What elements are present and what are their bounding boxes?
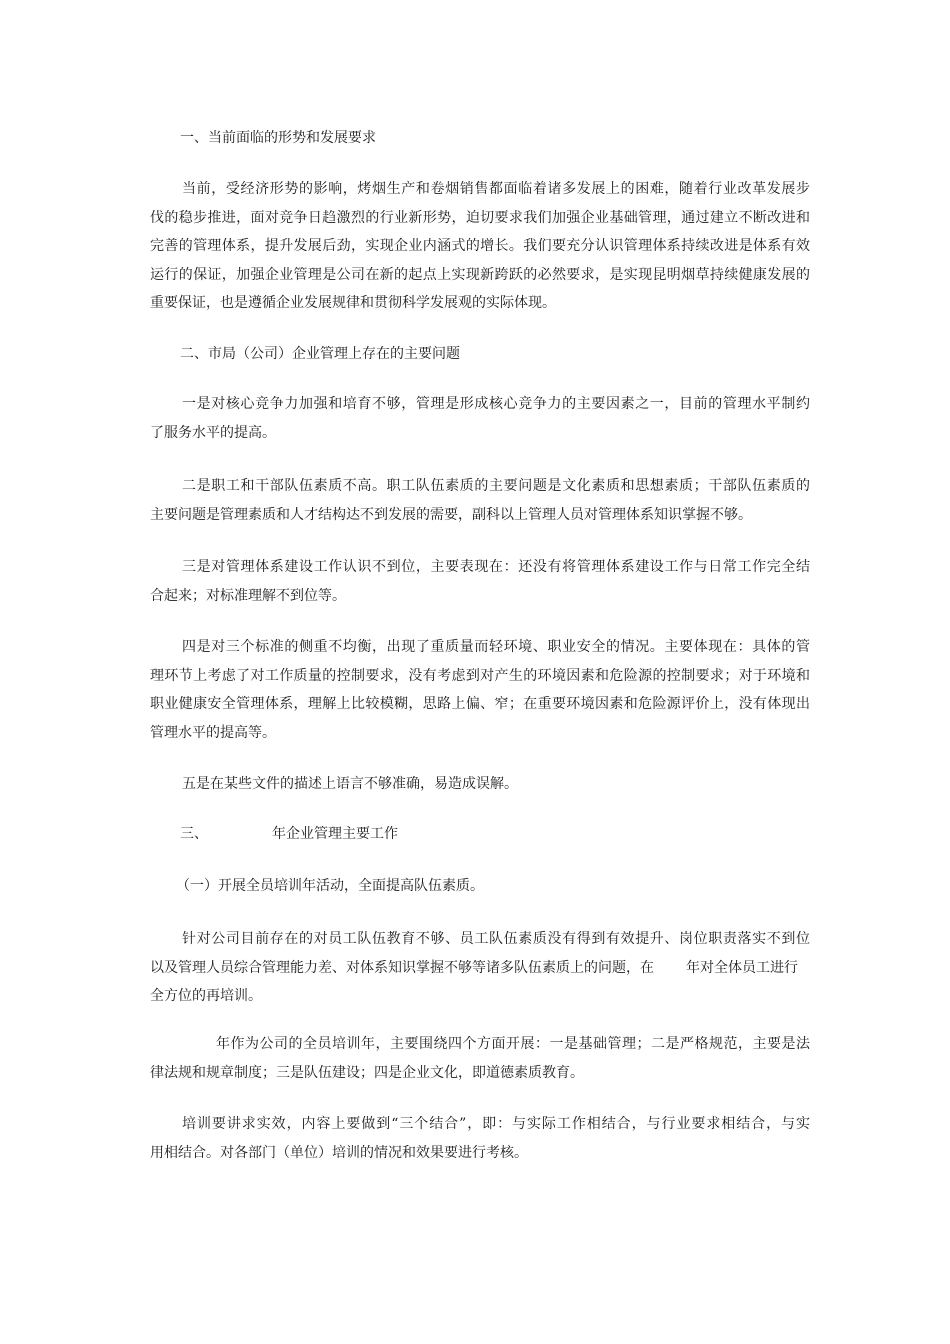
text-line: 律法规和规章制度；三是队伍建设；四是企业文化，即道德素质教育。	[150, 1064, 584, 1081]
problem3-paragraph	[150, 553, 810, 610]
text-segment: 年对全体员工进行	[686, 959, 798, 976]
text-line: 三是对管理体系建设工作认识不到位，主要表现在：还没有将管理体系建设工作与日常工作完全结	[182, 559, 810, 575]
text-line: 当前，受经济形势的影响，烤烟生产和卷烟销售都面临着诸多发展上的困难，随着行业改革发展步	[182, 181, 810, 197]
text-line: 合起来；对标准理解不到位等。	[150, 587, 346, 604]
training-paragraph-2	[150, 1030, 810, 1087]
text-line: 管理水平的提高等。	[150, 724, 276, 741]
text-line: 培训要讲求实效，内容上要做到“三个结合”，即：与实际工作相结合，与行业要求相结合，与实	[182, 1116, 810, 1132]
problem5-paragraph	[150, 770, 810, 799]
text-line	[150, 954, 810, 983]
text-line: 二是职工和干部队伍素质不高。职工队伍素质的主要问题是文化素质和思想素质；干部队伍素质的	[182, 478, 810, 494]
text-line: 理环节上考虑了对工作质量的控制要求，没有考虑到对产生的环境因素和危险源的控制要求；对于环境和	[150, 667, 810, 684]
text-line: 伐的稳步推进，面对竞争日趋激烈的行业新形势，迫切要求我们加强企业基础管理，通过建立不断改进和	[150, 209, 810, 226]
problem4-paragraph	[150, 633, 810, 747]
problem1-paragraph	[150, 390, 810, 447]
text-line: 针对公司目前存在的对员工队伍教育不够、员工队伍素质没有得到有效提升、岗位职责落实不到位	[182, 931, 810, 947]
text-line: 年作为公司的全员培训年，主要围绕四个方面开展：一是基础管理；二是严格规范，主要是法	[216, 1036, 810, 1052]
text-line: 五是在某些文件的描述上语言不够准确，易造成误解。	[182, 776, 518, 792]
section3-heading-prefix: 三、	[180, 826, 208, 842]
text-line: 四是对三个标准的侧重不均衡，出现了重质量而轻环境、职业安全的情况。主要体现在：具体的管	[182, 639, 810, 655]
training-paragraph-3	[150, 1110, 810, 1167]
training-paragraph-1	[150, 925, 810, 1011]
text-line: 职业健康安全管理体系，理解上比较模糊，思路上偏、窄；在重要环境因素和危险源评价上，没有体现出	[150, 696, 810, 712]
text-line: 主要问题是管理素质和人才结构达不到发展的需要，副科以上管理人员对管理体系知识掌握不够。	[150, 506, 752, 523]
text-line: 了服务水平的提高。	[150, 424, 276, 441]
section2-heading: 二、市局（公司）企业管理上存在的主要问题	[180, 346, 460, 362]
text-line: 全方位的再培训。	[150, 988, 262, 1004]
text-line: 一是对核心竞争力加强和培育不够，管理是形成核心竞争力的主要因素之一，目前的管理水平制约	[182, 396, 810, 412]
subsection1-heading: （一）开展全员培训年活动，全面提高队伍素质。	[176, 878, 484, 894]
problem2-paragraph	[150, 472, 810, 529]
section3-heading	[180, 820, 398, 849]
section1-heading: 一、当前面临的形势和发展要求	[180, 130, 376, 146]
text-line: 完善的管理体系，提升发展后劲，实现企业内涵式的增长。我们要充分认识管理体系持续改进是体系有效	[150, 238, 810, 254]
text-line: 重要保证，也是遵循企业发展规律和贯彻科学发展观的实际体现。	[150, 295, 556, 311]
section3-heading-suffix: 年企业管理主要工作	[272, 826, 398, 842]
text-line: 运行的保证，加强企业管理是公司在新的起点上实现新跨跃的必然要求，是实现昆明烟草持续健康发展的	[150, 266, 810, 283]
text-line: 用相结合。对各部门（单位）培训的情况和效果要进行考核。	[150, 1144, 528, 1161]
text-segment: 以及管理人员综合管理能力差、对体系知识掌握不够等诸多队伍素质上的问题，在	[150, 959, 654, 976]
section1-paragraph	[150, 175, 810, 318]
